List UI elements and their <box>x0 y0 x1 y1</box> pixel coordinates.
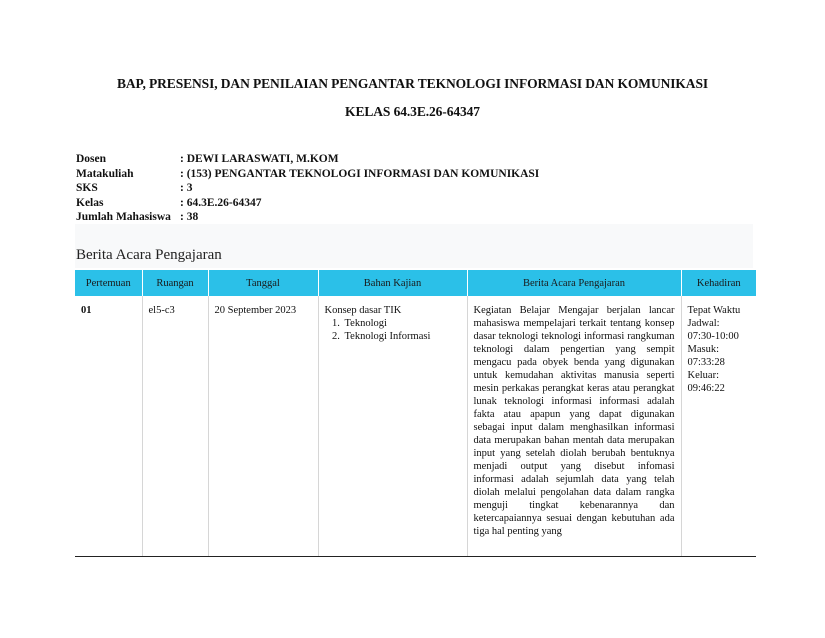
table-row <box>75 296 756 557</box>
meta-key: Dosen <box>76 153 107 165</box>
header-kehadiran: Kehadiran <box>681 270 756 296</box>
section-title: Berita Acara Pengajaran <box>76 247 222 263</box>
header-berita-acara: Berita Acara Pengajaran <box>467 270 681 296</box>
cell-bahan-kajian <box>318 296 467 557</box>
kehadiran-status: Tepat Waktu <box>687 305 741 316</box>
header-bahan-kajian: Bahan Kajian <box>318 270 467 296</box>
kehadiran-jadwal: 07:30-10:00 <box>687 331 739 342</box>
meta-row-kelas <box>76 196 539 211</box>
meta-key: SKS <box>76 182 98 194</box>
meta-key: Kelas <box>76 196 104 209</box>
header-ruangan: Ruangan <box>142 270 208 296</box>
meta-row-jumlah-mahasiswa <box>76 210 539 225</box>
kehadiran-masuk: 07:33:28 <box>687 357 725 368</box>
table-header-row <box>75 270 756 296</box>
bahan-list <box>325 317 461 343</box>
teaching-log-table <box>75 270 756 557</box>
meta-value: : 3 <box>180 182 193 194</box>
meta-key: Jumlah Mahasiswa <box>76 211 171 223</box>
document-title: BAP, PRESENSI, DAN PENILAIAN PENGANTAR TEKNOLOGI INFORMASI DAN KOMUNIKASI <box>116 76 709 91</box>
class-title: KELAS 64.3E.26-64347 <box>345 104 480 119</box>
meta-row-matakuliah <box>76 167 539 182</box>
cell-tanggal: 20 September 2023 <box>208 296 318 557</box>
bahan-title: Konsep dasar TIK <box>324 305 402 316</box>
course-info <box>76 152 539 225</box>
meta-row-sks <box>76 181 539 196</box>
kehadiran-jadwal-label: Jadwal: <box>687 318 720 329</box>
header-tanggal: Tanggal <box>208 270 318 296</box>
meta-value: : (153) PENGANTAR TEKNOLOGI INFORMASI DAN KOMUNIKASI <box>180 167 540 180</box>
cell-berita-acara: Kegiatan Belajar Mengajar berjalan lancar mahasiswa mempelajari terkait tentang konsep dasar teknologi teknologi informasi rangkuman teknologi dalam pengertian yang sempit mengacu pada obyek benda yang digunakan untuk kemudahan aktivitas manusia seperti mesin perkakas perangkat keras atau perangkat lunak teknologi informasi informasi adalah fakta atau apapun yang dapat digunakan sebagai input dalam menghasilkan informasi data merupakan bahan mentah data merupakan input yang setelah diolah berubah bentuknya menjadi output yang disebut infomasi informasi adalah sejumlah data yang telah diolah melalui pengolahan data dalam rangka menguji tingkat kebenarannya dan ketercapaiannya sesuai dengan kebutuhan ada tiga hal penting yang <box>467 296 681 557</box>
kehadiran-keluar: 09:46:22 <box>687 383 725 394</box>
kehadiran-keluar-label: Keluar: <box>687 370 719 381</box>
bahan-item: 1. Teknologi <box>343 317 461 330</box>
meta-key: Matakuliah <box>76 167 134 180</box>
header-pertemuan: Pertemuan <box>75 270 142 296</box>
kehadiran-masuk-label: Masuk: <box>687 344 719 355</box>
meta-value: : 38 <box>180 211 199 223</box>
bahan-item: 2. Teknologi Informasi <box>343 330 461 343</box>
meta-row-dosen <box>76 152 539 167</box>
cell-pertemuan: 01 <box>75 296 142 557</box>
meta-value: : DEWI LARASWATI, M.KOM <box>180 153 339 165</box>
cell-ruangan: el5-c3 <box>142 296 208 557</box>
meta-value: : 64.3E.26-64347 <box>180 196 262 209</box>
cell-kehadiran <box>681 296 756 557</box>
